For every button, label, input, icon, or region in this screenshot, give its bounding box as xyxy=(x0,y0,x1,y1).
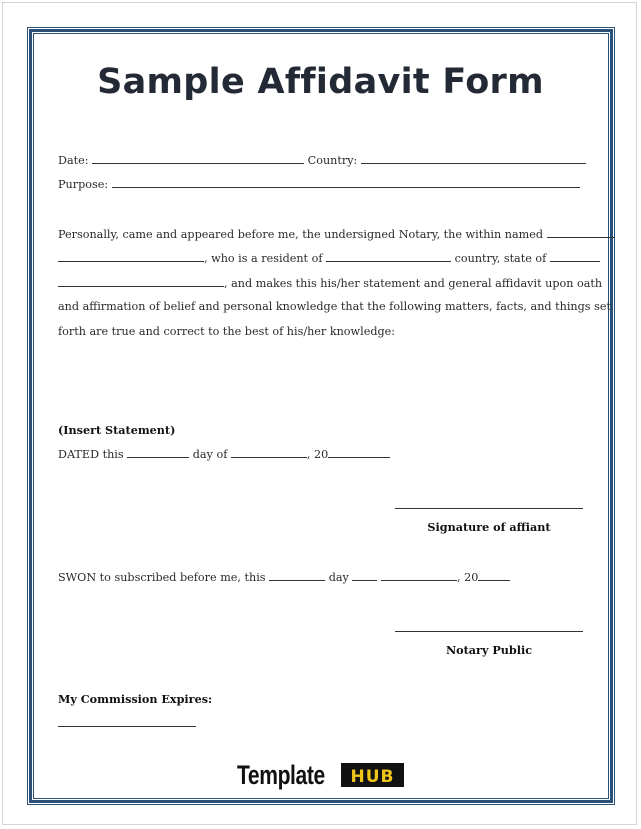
body-text: , and makes this his/her statement and general affidavit upon oath xyxy=(224,277,603,290)
year-prefix: , 20 xyxy=(456,571,479,584)
sworn-day-field[interactable] xyxy=(269,570,325,581)
notary-signature-line[interactable] xyxy=(395,631,583,632)
page-title: Sample Affidavit Form xyxy=(97,62,544,102)
dated-day-field[interactable] xyxy=(127,447,189,458)
dated-row xyxy=(58,447,390,462)
body-line-2 xyxy=(58,251,600,266)
purpose-label: Purpose: xyxy=(58,178,109,191)
date-label: Date: xyxy=(58,154,89,167)
year-prefix: , 20 xyxy=(306,448,329,461)
named-person-field[interactable] xyxy=(547,227,615,238)
logo-text: Template xyxy=(237,759,325,790)
purpose-row xyxy=(58,177,580,192)
templatehub-logo xyxy=(237,760,404,790)
state-field-cont[interactable] xyxy=(58,276,224,287)
body-line-5 xyxy=(58,325,395,339)
affiant-signature-label: Signature of affiant xyxy=(427,520,551,534)
body-text: Personally, came and appeared before me, the undersigned Notary, the within named xyxy=(58,228,544,241)
body-text: country, state of xyxy=(454,252,547,265)
commission-row xyxy=(58,716,196,731)
body-line-4 xyxy=(58,300,611,314)
body-text: forth are true and correct to the best of his/her knowledge: xyxy=(58,325,396,338)
sworn-month-field[interactable] xyxy=(381,570,457,581)
sworn-label: SWON to subscribed before me, this xyxy=(58,571,266,584)
affiant-signature-line[interactable] xyxy=(395,508,583,509)
body-line-1 xyxy=(58,227,615,242)
body-line-3 xyxy=(58,276,602,291)
sworn-row xyxy=(58,570,510,585)
country-label: Country: xyxy=(307,154,358,167)
commission-expiry-field[interactable] xyxy=(58,716,196,727)
purpose-field[interactable] xyxy=(112,177,580,188)
date-country-row xyxy=(58,153,586,168)
sworn-year-field[interactable] xyxy=(478,570,510,581)
frame-border-inner xyxy=(33,33,609,799)
resident-country-field[interactable] xyxy=(326,251,451,262)
date-field[interactable] xyxy=(92,153,304,164)
logo-badge: HUB xyxy=(341,763,404,787)
day-of-label: day of xyxy=(192,448,228,461)
body-text: and affirmation of belief and personal knowledge that the following matters, facts, and things set xyxy=(58,300,611,313)
country-field[interactable] xyxy=(361,153,586,164)
body-text: , who is a resident of xyxy=(204,252,323,265)
sworn-day-label: day xyxy=(328,571,349,584)
commission-label: My Commission Expires: xyxy=(58,692,213,706)
dated-month-field[interactable] xyxy=(231,447,307,458)
notary-public-label: Notary Public xyxy=(445,643,533,657)
state-field[interactable] xyxy=(550,251,600,262)
dated-label: DATED this xyxy=(58,448,124,461)
sworn-day-suffix-field[interactable] xyxy=(352,570,377,581)
insert-statement: (Insert Statement) xyxy=(58,423,176,437)
named-person-field-cont[interactable] xyxy=(58,251,204,262)
dated-year-field[interactable] xyxy=(328,447,390,458)
